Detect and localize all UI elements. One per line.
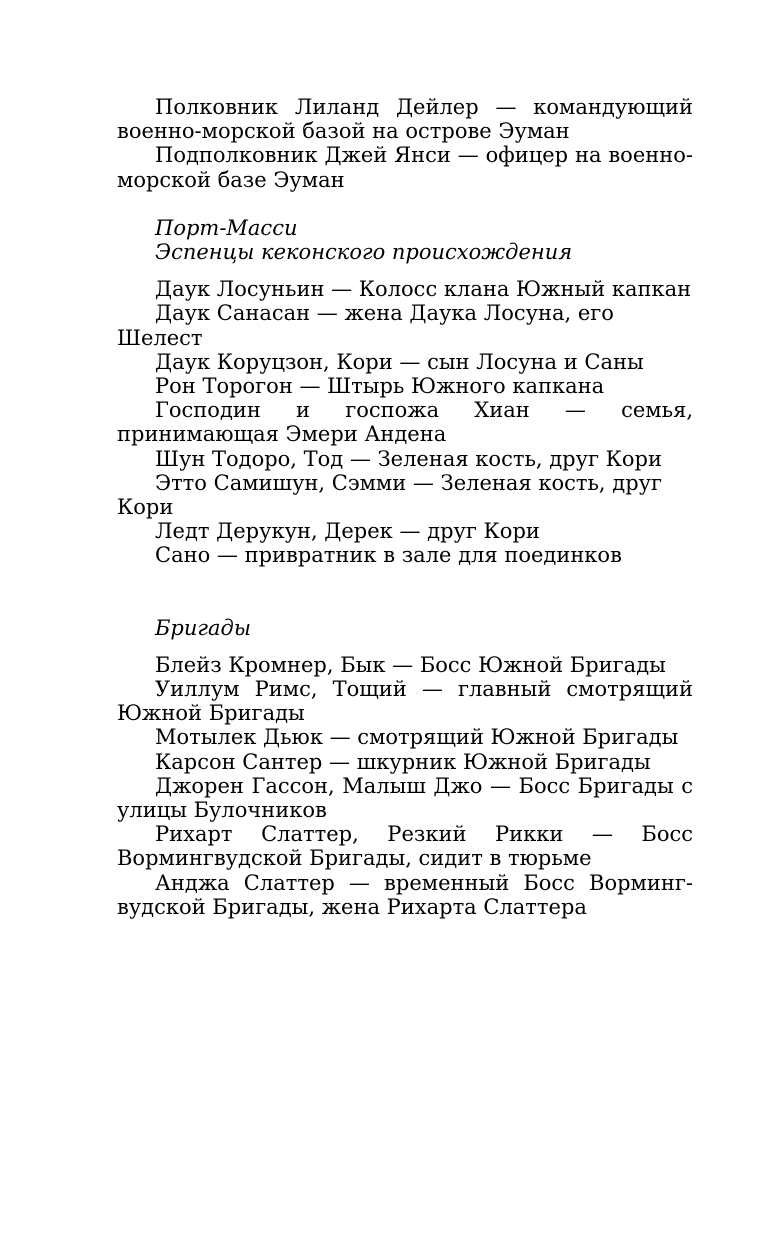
character-entry: Мотылек Дьюк — смотрящий Южной Бригады xyxy=(155,725,679,750)
character-entry: Подполковник Джей Янси — офицер на военно-морской базе Эуман xyxy=(117,143,693,192)
character-entry: Блейз Кромнер, Бык — Босс Южной Бригады xyxy=(155,652,666,677)
character-entry: Господин и госпожа Хиан — семья, принимающая Эмери Андена xyxy=(117,398,693,447)
character-entry: Карсон Сантер — шкурник Южной Бригады xyxy=(155,749,651,774)
character-entry: Уиллум Римс, Тощий — главный смотрящий Южной Бригады xyxy=(117,677,693,726)
section-spacer xyxy=(117,192,693,216)
section-spacer xyxy=(117,640,693,653)
character-entry: Ледт Дерукун, Дерек — друг Кори xyxy=(155,519,540,544)
character-entry: Этто Самишун, Сэмми — Зеленая кость, друг Кори xyxy=(117,470,662,520)
section-spacer xyxy=(117,568,693,616)
character-entry: Сано — привратник в зале для поединков xyxy=(155,543,622,568)
character-entry: Рихарт Слаттер, Резкий Рикки — Босс Вормингвудской Бригады, сидит в тюрьме xyxy=(117,822,693,871)
section-subheading: Эспенцы кеконского происхождения xyxy=(155,240,573,265)
section-heading: Бригады xyxy=(155,615,251,640)
character-entry: Даук Санасан — жена Даука Лосуна, его Шелест xyxy=(117,301,614,350)
character-entry: Рон Торогон — Штырь Южного капкана xyxy=(155,374,605,399)
section-heading: Порт-Масси xyxy=(155,215,298,240)
book-page xyxy=(117,95,693,919)
character-entry: Даук Коруцзон, Кори — сын Лосуна и Саны xyxy=(155,349,644,374)
character-entry: Анджа Слаттер — временный Босс Вормингвудской Бригады, жена Рихарта Слаттера xyxy=(117,870,693,919)
character-entry: Даук Лосуньин — Колосс клана Южный капкан xyxy=(155,277,692,302)
character-entry: Шун Тодоро, Тод — Зеленая кость, друг Кори xyxy=(155,446,662,471)
character-entry: Джорен Гассон, Малыш Джо — Босс Бригады с улицы Булочников xyxy=(117,773,693,823)
section-spacer xyxy=(117,264,693,277)
character-entry: Полковник Лиланд Дейлер — командующий военно-морской базой на острове Эуман xyxy=(117,95,693,144)
